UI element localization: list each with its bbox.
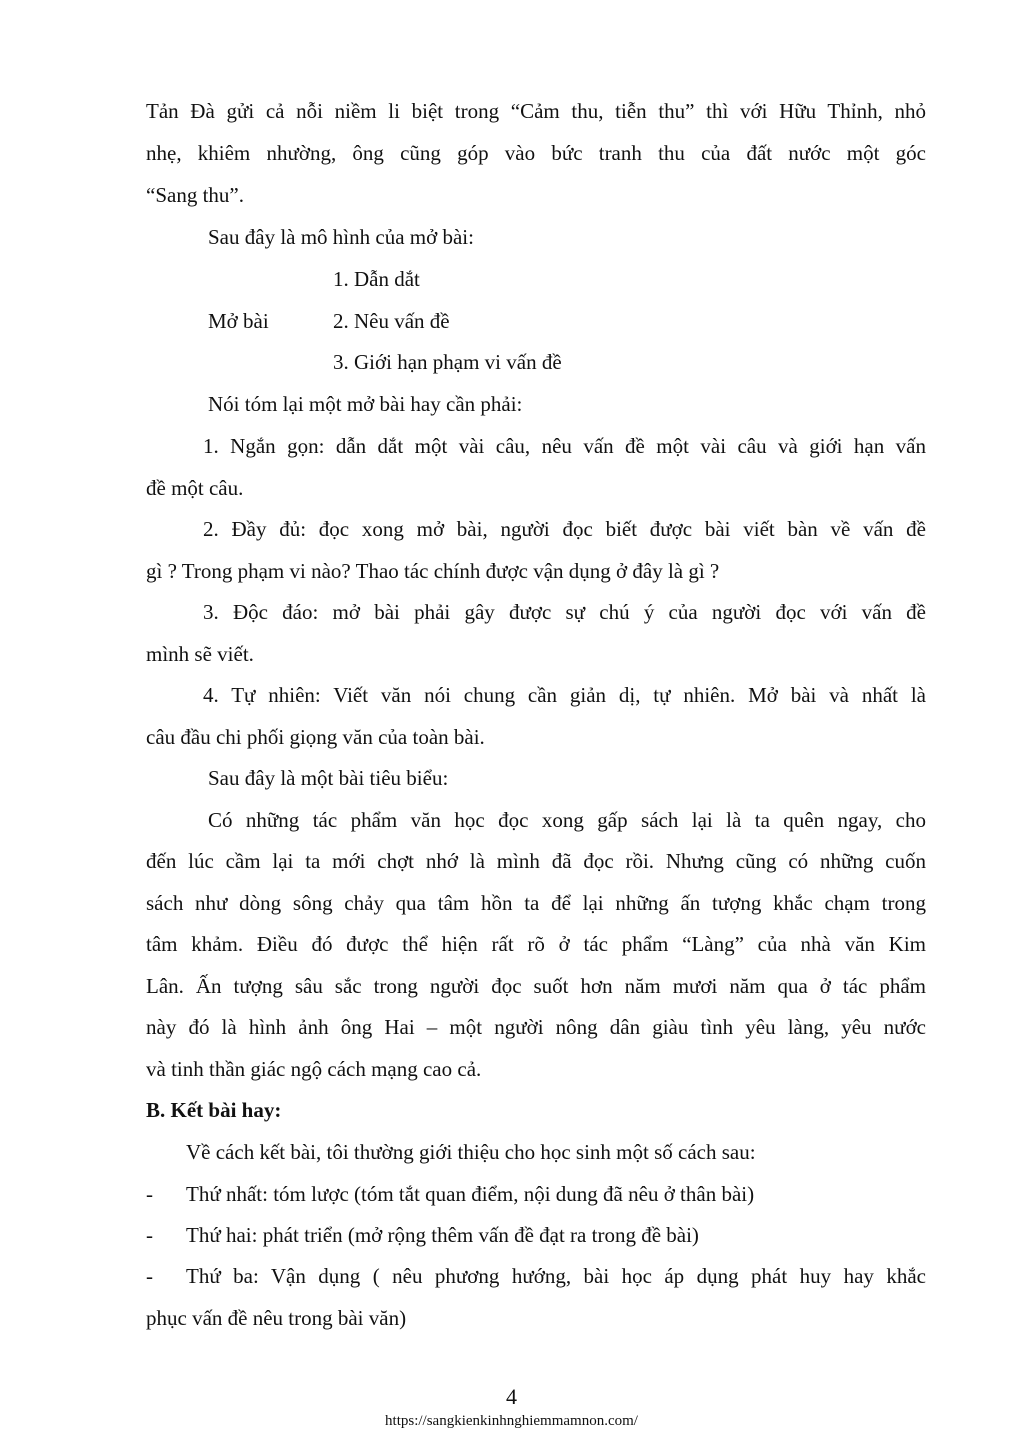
bullet-dash: - — [146, 1182, 153, 1206]
example-line-2: đến lúc cầm lại ta mới chợt nhớ là mình đã đọc rồi. Nhưng cũng có những cuốn — [146, 849, 926, 873]
conclusion-way-2: Thứ hai: phát triển (mở rộng thêm vấn đề đạt ra trong đề bài) — [186, 1223, 699, 1247]
summary-intro: Nói tóm lại một mở bài hay cần phải: — [208, 392, 523, 416]
requirement-3-line-2: mình sẽ viết. — [146, 642, 254, 666]
section-b-heading: B. Kết bài hay: — [146, 1098, 282, 1122]
example-line-1: Có những tác phẩm văn học đọc xong gấp sách lại là ta quên ngay, cho — [208, 808, 926, 832]
section-b-intro: Về cách kết bài, tôi thường giới thiệu cho học sinh một số cách sau: — [186, 1140, 756, 1164]
requirement-3-line-1: 3. Độc đáo: mở bài phải gây được sự chú ý của người đọc với vấn đề — [203, 600, 926, 624]
conclusion-way-3: Thứ ba: Vận dụng ( nêu phương hướng, bài học áp dụng phát huy hay khắc — [186, 1264, 926, 1288]
page-number: 4 — [506, 1384, 517, 1409]
intro-line-3: “Sang thu”. — [146, 183, 244, 207]
requirement-4-line-1: 4. Tự nhiên: Viết văn nói chung cần giản dị, tự nhiên. Mở bài và nhất là — [203, 683, 926, 707]
requirement-2-line-1: 2. Đầy đủ: đọc xong mở bài, người đọc biết được bài viết bàn về vấn đề — [203, 517, 926, 541]
bullet-dash: - — [146, 1264, 153, 1288]
intro-line-1: Tản Đà gửi cả nỗi niềm li biệt trong “Cảm thu, tiễn thu” thì với Hữu Thỉnh, nhỏ — [146, 99, 926, 123]
conclusion-way-1: Thứ nhất: tóm lược (tóm tắt quan điểm, nội dung đã nêu ở thân bài) — [186, 1182, 755, 1206]
bullet-dash: - — [146, 1223, 153, 1247]
conclusion-way-3-cont: phục vấn đề nêu trong bài văn) — [146, 1306, 407, 1330]
model-item-2: 2. Nêu vấn đề — [333, 309, 450, 333]
example-line-4: tâm khảm. Điều đó được thể hiện rất rõ ở tác phẩm “Làng” của nhà văn Kim — [146, 932, 926, 956]
intro-line-2: nhẹ, khiêm nhường, ông cũng góp vào bức tranh thu của đất nước một góc — [146, 141, 926, 165]
requirement-1-line-1: 1. Ngắn gọn: dẫn dắt một vài câu, nêu vấn đề một vài câu và giới hạn vấn — [203, 434, 926, 458]
example-line-7: và tinh thần giác ngộ cách mạng cao cả. — [146, 1057, 482, 1081]
requirement-2-line-2: gì ? Trong phạm vi nào? Thao tác chính được vận dụng ở đây là gì ? — [146, 559, 720, 583]
example-line-6: này đó là hình ảnh ông Hai – một người nông dân giàu tình yêu làng, yêu nước — [146, 1015, 926, 1039]
requirement-1-line-2: đề một câu. — [146, 476, 244, 500]
example-intro: Sau đây là một bài tiêu biểu: — [208, 766, 449, 790]
model-item-3: 3. Giới hạn phạm vi vấn đề — [333, 350, 562, 374]
model-item-1: 1. Dẫn dắt — [333, 267, 420, 291]
example-line-5: Lân. Ấn tượng sâu sắc trong người đọc suốt hơn năm mươi năm qua ở tác phẩm — [146, 974, 926, 998]
requirement-4-line-2: câu đầu chi phối giọng văn của toàn bài. — [146, 725, 485, 749]
model-label: Mở bài — [208, 309, 269, 333]
model-intro: Sau đây là mô hình của mở bài: — [208, 225, 474, 249]
footer-url[interactable]: https://sangkienkinhnghiemmamnon.com/ — [385, 1413, 638, 1429]
example-line-3: sách như dòng sông chảy qua tâm hồn ta để lại những ấn tượng khắc chạm trong — [146, 891, 926, 915]
